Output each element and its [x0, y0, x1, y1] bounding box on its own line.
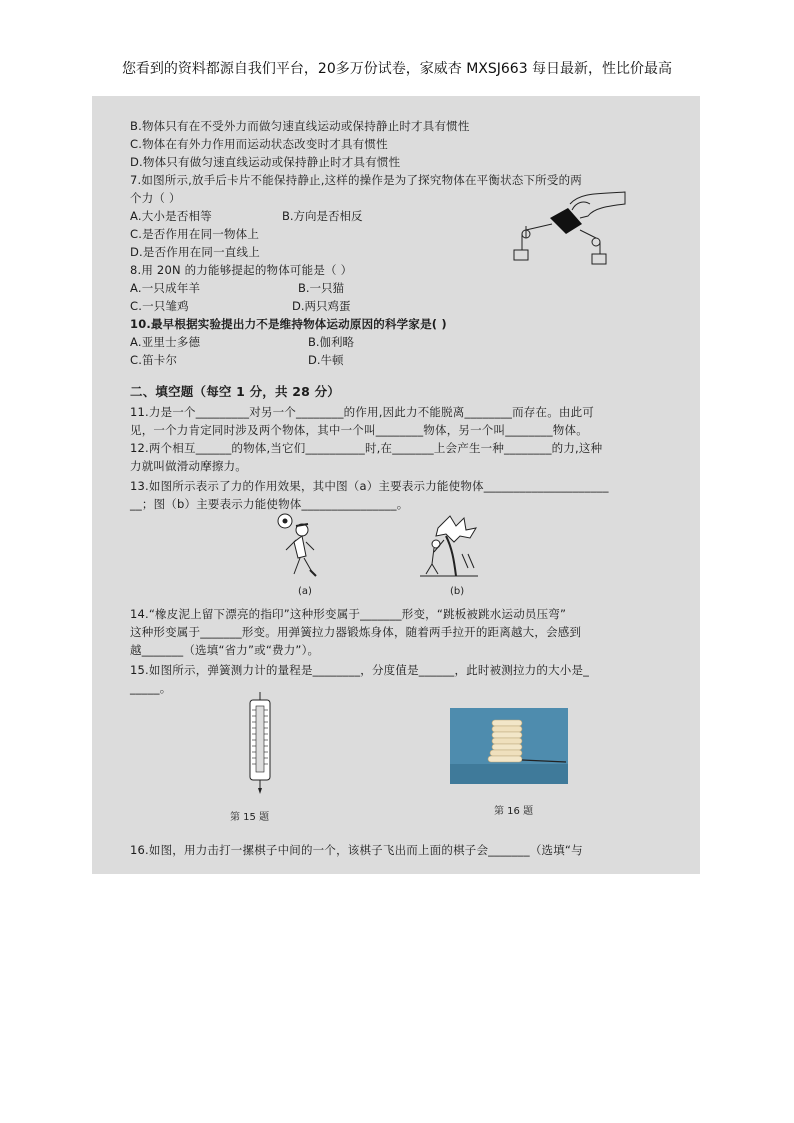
option-d: D.牛顿 [308, 353, 344, 367]
spring-scale-figure [244, 692, 276, 796]
question-15-text: _____。 [130, 681, 172, 695]
question-14-text: 这种形变属于_______形变。用弹簧拉力器锻炼身体，随着两手拉开的距离越大，会感到 [130, 625, 582, 639]
option-line: C.物体在有外力作用而运动状态改变时才具有惯性 [130, 137, 388, 151]
option-b: B.方向是否相反 [282, 209, 363, 223]
option-line: B.物体只有在不受外力而做匀速直线运动或保持静止时才具有惯性 [130, 119, 470, 133]
question-13-text: 13.如图所示表示了力的作用效果，其中图（a）主要表示力能使物体_____________________ [130, 479, 609, 493]
question-7-text: 7.如图所示,放手后卡片不能保持静止,这样的操作是为了探究物体在平衡状态下所受的两 [130, 173, 582, 187]
page-banner: 您看到的资料都源自我们平台，20多万份试卷，家威杏 MXSJ663 每日最新，性比价最高 [121, 61, 673, 77]
section-heading: 二、填空题（每空 1 分，共 28 分） [130, 384, 341, 399]
option-d: D.是否作用在同一直线上 [130, 245, 260, 259]
option-a: A.大小是否相等 [130, 209, 212, 223]
option-c: C.是否作用在同一物体上 [130, 227, 260, 241]
checker-stack-photo [450, 708, 568, 784]
question-7-text: 个力（ ） [130, 191, 181, 205]
question-8-text: 8.用 20N 的力能够提起的物体可能是（ ） [130, 263, 353, 277]
figure-16-caption: 第 16 题 [494, 806, 534, 817]
question-12-text: 12.两个相互______的物体,当它们__________时,在_______上会产生一种________的力,这种 [130, 441, 603, 455]
option-b: B.伽利略 [308, 335, 355, 349]
question-15-text: 15.如图所示，弹簧测力计的量程是________，分度值是______，此时被测拉力的大小是_ [130, 663, 590, 677]
option-c: C.一只雏鸡 [130, 299, 189, 313]
question-14-text: 越_______（选填“省力”或“费力”）。 [130, 643, 320, 657]
boy-heading-ball-figure [276, 510, 336, 586]
bent-tree-figure [416, 514, 482, 584]
option-d: D.两只鸡蛋 [292, 299, 351, 313]
option-b: B.一只猫 [298, 281, 345, 295]
question-16-text: 16.如图，用力击打一摞棋子中间的一个，该棋子飞出而上面的棋子会_______（选填“与 [130, 843, 583, 857]
option-c: C.笛卡尔 [130, 353, 178, 367]
question-11-text: 11.力是一个_________对另一个________的作用,因此力不能脱离________而存在。由此可 [130, 405, 594, 419]
option-a: A.一只成年羊 [130, 281, 201, 295]
card-pulley-figure [510, 188, 630, 270]
question-10-text: 10.最早根据实验提出力不是维持物体运动原因的科学家是( ) [130, 317, 447, 331]
option-line: D.物体只有做匀速直线运动或保持静止时才具有惯性 [130, 155, 401, 169]
question-13-text: __；图（b）主要表示力能使物体________________。 [130, 497, 409, 511]
question-12-text: 力就叫做滑动摩擦力。 [130, 459, 247, 473]
checker-stack-illustration [450, 708, 568, 784]
figure-b-caption: (b) [450, 586, 465, 597]
question-14-text: 14.“橡皮泥上留下漂亮的指印”这种形变属于_______形变，“跳板被跳水运动员压弯” [130, 607, 567, 621]
question-11-text: 见，一个力肯定同时涉及两个物体，其中一个叫________物体，另一个叫________物体。 [130, 423, 588, 437]
figure-15-caption: 第 15 题 [230, 812, 270, 823]
figure-a-caption: (a) [298, 586, 312, 597]
option-a: A.亚里士多德 [130, 335, 201, 349]
scanned-exam-page [92, 96, 700, 874]
